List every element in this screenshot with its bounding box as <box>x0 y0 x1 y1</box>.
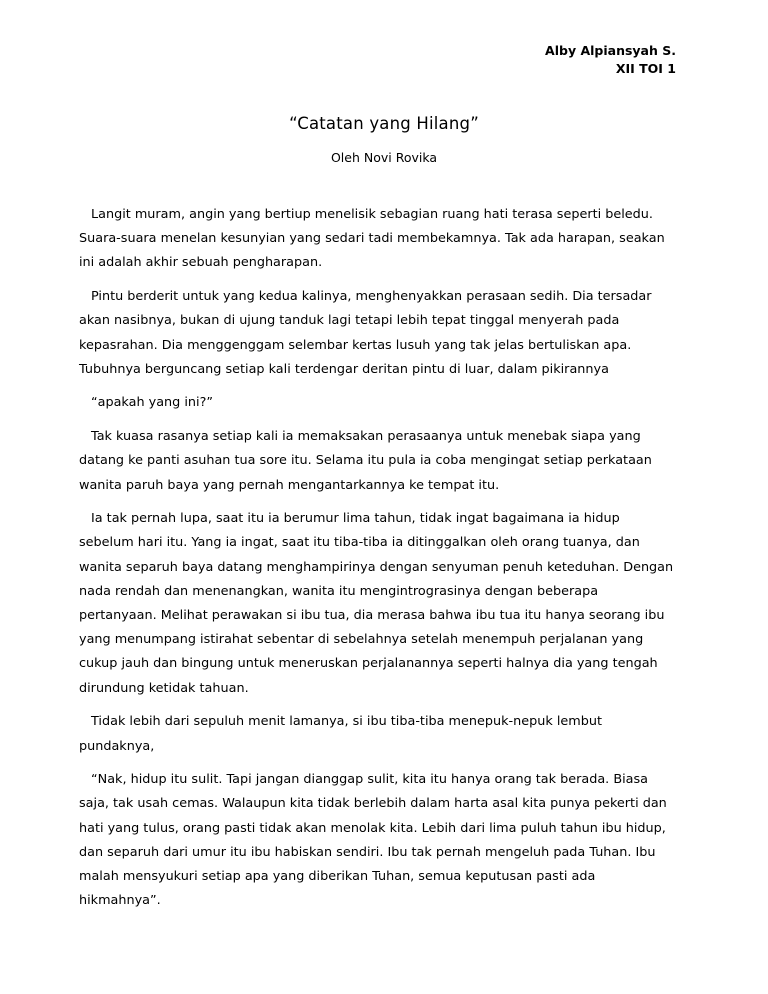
text-line: wanita separuh baya datang menghampirinya dengan senyuman penuh keteduhan. Dengan <box>79 559 674 575</box>
text-line: ini adalah akhir sebuah pengharapan. <box>79 255 323 271</box>
text-line: Ia tak pernah lupa, saat itu ia berumur lima tahun, tidak ingat bagaimana ia hidup <box>91 511 620 527</box>
text-line: Suara-suara menelan kesunyian yang sedari tadi membekamnya. Tak ada harapan, seakan <box>79 231 665 247</box>
text-line: akan nasibnya, bukan di ujung tanduk lagi tetapi lebih tepat tinggal menyerah pada <box>79 313 620 329</box>
text-line: Langit muram, angin yang bertiup menelisik sebagian ruang hati terasa seperti beledu. <box>91 207 653 222</box>
text-line: yang menumpang istirahat sebentar di sebelahnya setelah menempuh perjalanan yang <box>79 632 644 648</box>
text-line: pundaknya, <box>79 738 155 754</box>
text-line: malah mensyukuri setiap apa yang diberikan Tuhan, semua keputusan pasti ada <box>79 869 596 885</box>
text-line: dirundung ketidak tahuan. <box>79 680 249 696</box>
text-line: dan separuh dari umur itu ibu habiskan sendiri. Ibu tak pernah mengeluh pada Tuhan. Ibu <box>79 844 656 860</box>
text-line: Tak kuasa rasanya setiap kali ia memaksakan perasaanya untuk menebak siapa yang <box>91 429 641 445</box>
paragraph <box>79 507 691 701</box>
text-line: hati yang tulus, orang pasti tidak akan menolak kita. Lebih dari lima puluh tahun ibu hidup, <box>79 820 666 836</box>
paragraph <box>79 285 691 382</box>
text-line: nada rendah dan menenangkan, wanita itu mengintrograsinya dengan beberapa <box>79 583 599 599</box>
paragraph <box>79 203 691 276</box>
author-name: Alby Alpiansyah S. <box>545 43 676 58</box>
story-byline: Oleh Novi Rovika <box>330 150 438 165</box>
author-class: XII TOI 1 <box>615 61 676 76</box>
text-line: datang ke panti asuhan tua sore itu. Selama itu pula ia coba mengingat setiap perkataan <box>79 453 652 469</box>
story-title: “Catatan yang Hilang” <box>289 114 479 133</box>
paragraph <box>79 425 691 498</box>
story-body <box>79 203 691 923</box>
text-line: “apakah yang ini?” <box>91 395 214 411</box>
paragraph <box>79 768 691 913</box>
text-line: saja, tak usah cemas. Walaupun kita tidak berlebih dalam harta asal kita punya pekerti dan <box>79 796 667 812</box>
text-line: Pintu berderit untuk yang kedua kalinya, menghenyakkan perasaan sedih. Dia tersadar <box>91 289 652 305</box>
text-line: sebelum hari itu. Yang ia ingat, saat itu tiba-tiba ia ditinggalkan oleh orang tuanya, dan <box>79 535 640 551</box>
text-line: “Nak, hidup itu sulit. Tapi jangan dianggap sulit, kita itu hanya orang tak berada. Biasa <box>91 772 649 788</box>
text-line: hikmahnya”. <box>79 893 161 909</box>
text-line: pertanyaan. Melihat perawakan si ibu tua, dia merasa bahwa ibu tua itu hanya seorang ibu <box>79 608 665 624</box>
text-line: wanita paruh baya yang pernah mengantarkannya ke tempat itu. <box>79 477 500 493</box>
text-line: Tidak lebih dari sepuluh menit lamanya, si ibu tiba-tiba menepuk-nepuk lembut <box>91 714 602 730</box>
paragraph <box>79 710 691 758</box>
author-block <box>545 42 676 78</box>
text-line: Tubuhnya berguncang setiap kali terdengar deritan pintu di luar, dalam pikirannya <box>79 361 609 377</box>
paragraph <box>79 391 691 415</box>
text-line: cukup jauh dan bingung untuk meneruskan perjalanannya seperti halnya dia yang tengah <box>79 656 658 672</box>
text-line: kepasrahan. Dia menggenggam selembar kertas lusuh yang tak jelas bertuliskan apa. <box>79 337 632 353</box>
